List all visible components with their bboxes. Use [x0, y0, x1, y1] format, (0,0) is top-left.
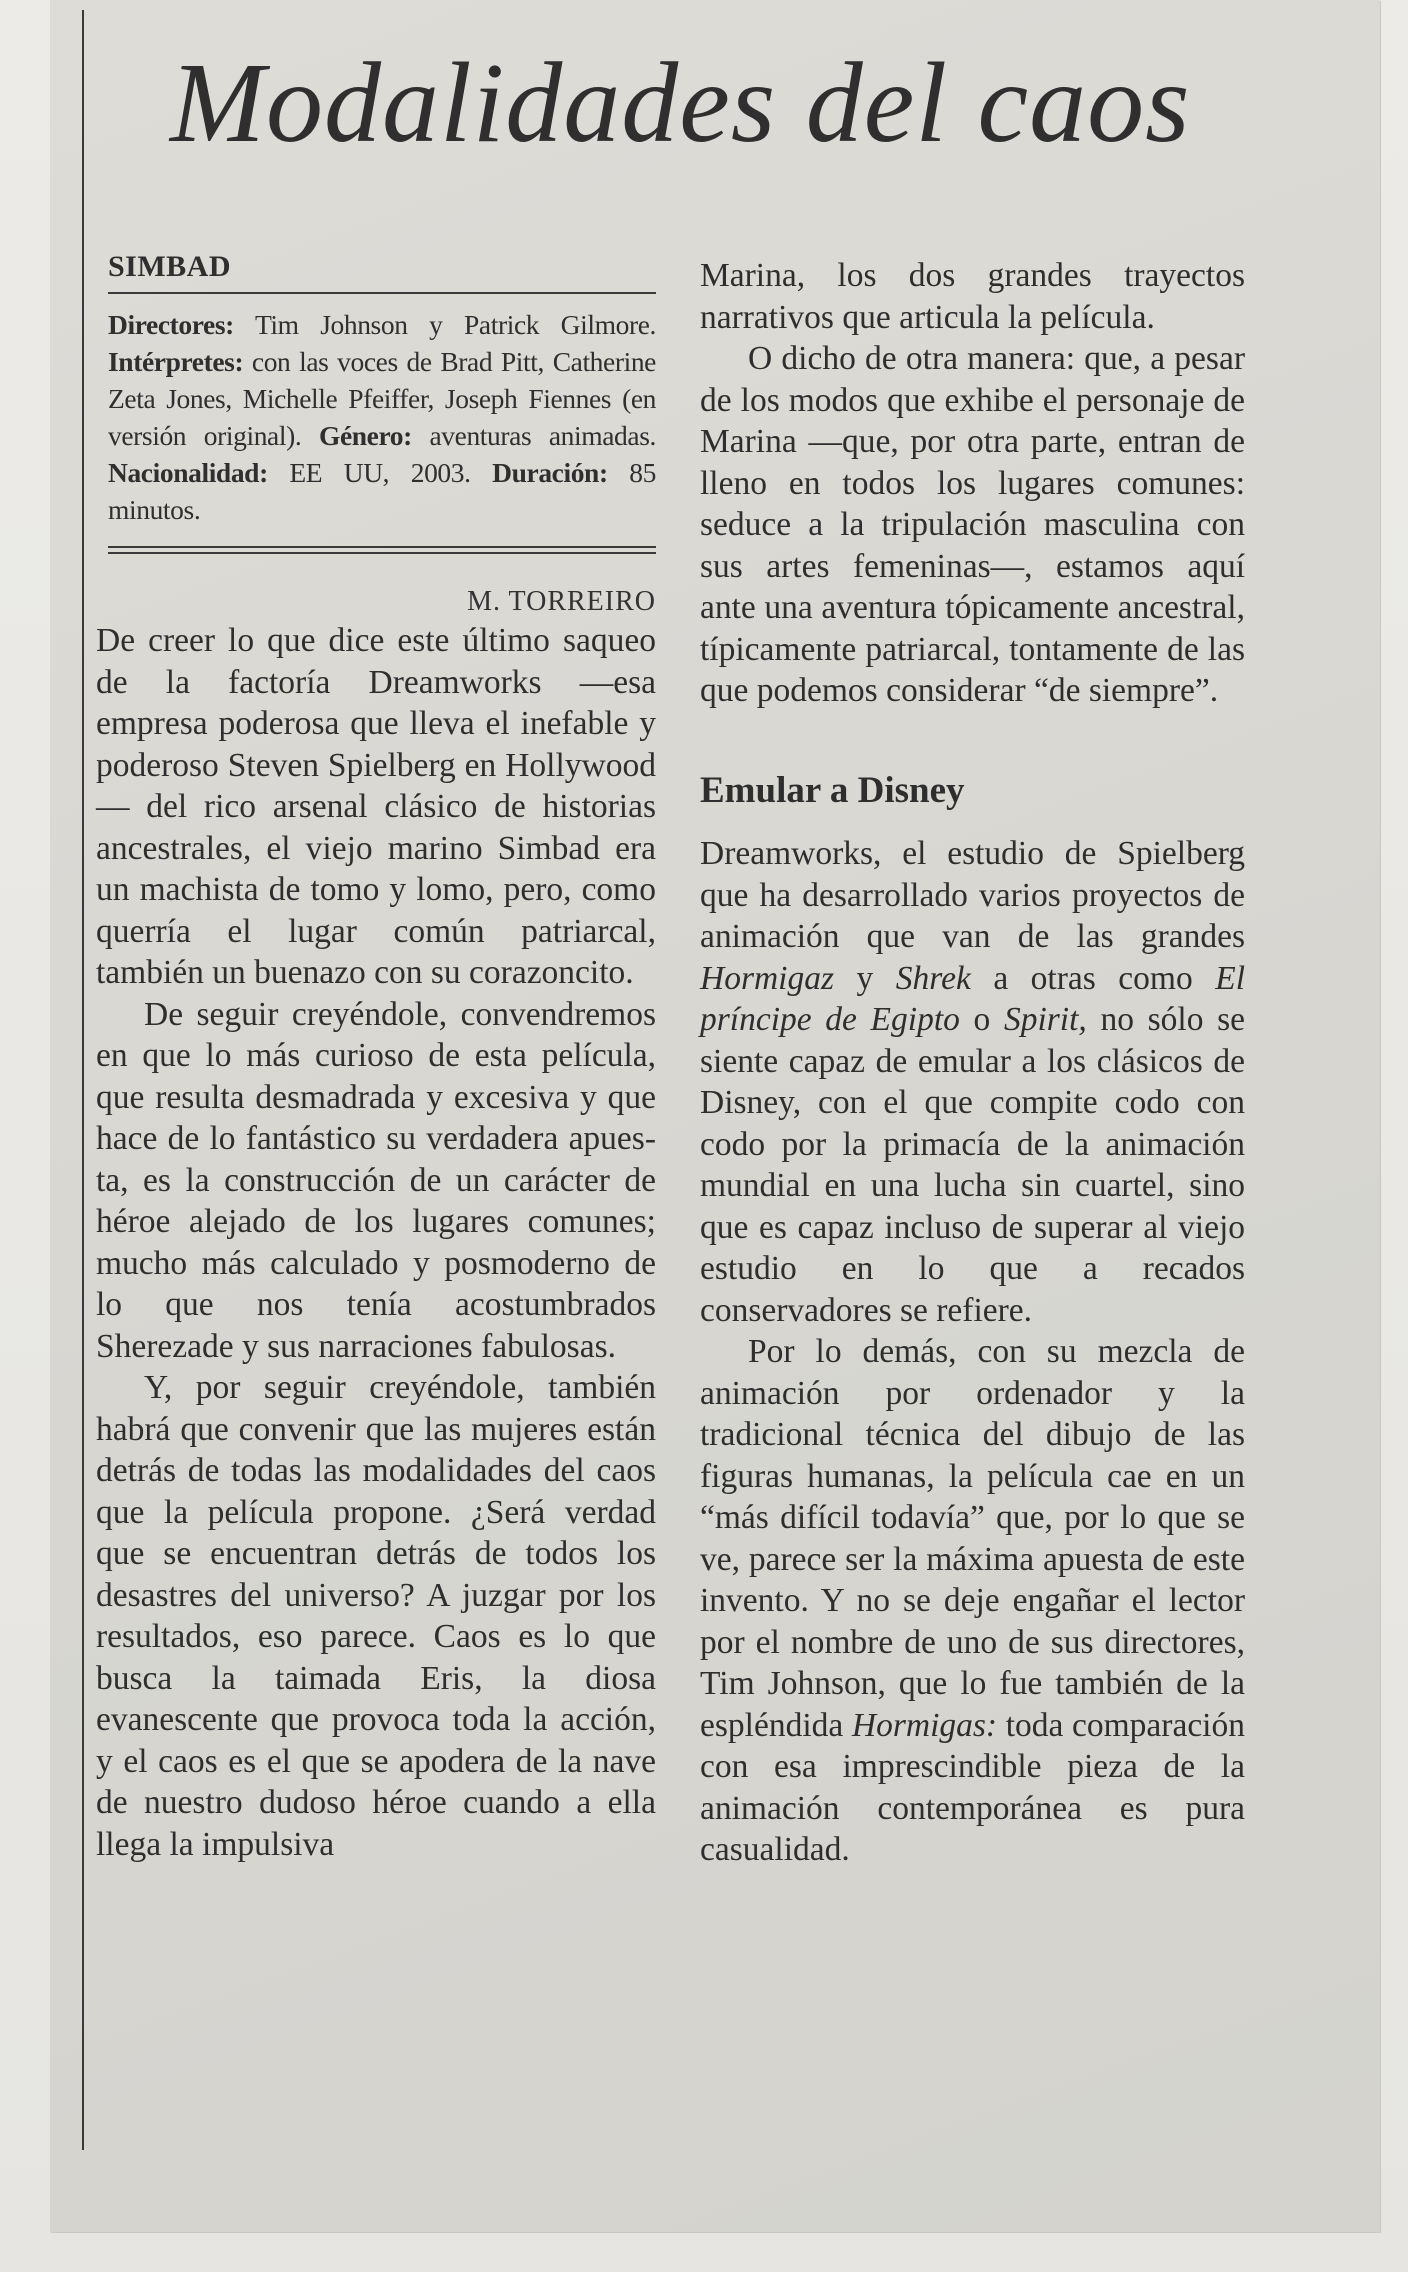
film-title-ref: Hormigaz [700, 959, 835, 997]
film-title-ref: Hormigas: [851, 1706, 998, 1744]
duration-value: 85 minutos. [108, 457, 656, 525]
genre-value: aventuras animadas. [411, 420, 656, 451]
paragraph [700, 833, 1245, 1331]
film-title: SIMBAD [108, 250, 656, 294]
article-headline: Modalidades del caos [170, 39, 1191, 166]
paragraph: O dicho de otra manera: que, a pesar de los modos que exhibe el personaje de Marina —que, por otra parte, entran de lleno en todos los lugares comunes: seduce a la tripulación masculina con sus artes femeninas—, estamos aquí ante una aventura tópicamente ancestral, típicamente patriarcal, tontamente de las que podemos considerar “de siempre”. [700, 340, 1245, 709]
text-run: Dreamworks, el estudio de Spielberg que ha desarrollado varios proyectos de animación que van de las grandes [700, 835, 1245, 955]
divider [108, 552, 656, 554]
paragraph: Marina, los dos grandes trayectos narrativos que articula la película. [700, 257, 1245, 336]
cast-label: Intérpretes: [108, 346, 244, 377]
author-byline: M. TORREIRO [467, 586, 656, 617]
text-run: o [959, 1001, 1004, 1038]
column-rule [82, 10, 84, 2150]
paragraph: De creer lo que dice este último saqueo de la factoría Dreamworks —esa empresa poderosa que lleva el inefable y poderoso Steven Spielberg en Hollywood— del rico arsenal clásico de historias ancestrales, el viejo marino Simbad era un machista de tomo y lomo, pero, como querría el lugar común patriarcal, también un buenazo con su corazoncito. [96, 622, 656, 991]
film-info-box [108, 250, 656, 554]
cast-value: con las voces de Brad Pitt, Catherine Zeta Jones, Michelle Pfeiffer, Joseph Fiennes (en versión original). [108, 346, 656, 451]
directors-label: Directores: [108, 309, 234, 340]
directors-value: Tim Johnson y Patrick Gilmore. [233, 309, 656, 340]
film-credits [108, 306, 656, 528]
duration-label: Duración: [492, 457, 608, 488]
genre-label: Género: [318, 420, 412, 451]
article-column-right [700, 255, 1245, 1871]
film-title-ref: Shrek [895, 959, 971, 997]
paragraph: Y, por seguir creyéndole, también habrá que convenir que las mujeres están detrás de todas las modalidades del caos que la película propone. ¿Será verdad que se encuentran detrás de todos los desastres del universo? A juzgar por los resultados, eso parece. Caos es lo que busca la taimada Eris, la diosa evanescente que provoca toda la acción, y el caos es el que se apodera de la nave de nuestro dudoso héroe cuando a ella llega la impulsiva [96, 1369, 656, 1863]
paragraph: De seguir creyéndole, convendremos en que lo más curioso de esta película, que resulta desmadrada y excesiva y que hace de lo fantástico su verdadera apuesta, es la construcción de un carácter de héroe alejado de los lugares comunes; mucho más calculado y posmoderno de lo que nos tenía acostumbrados Sherezade y sus narraciones fabulosas. [96, 995, 656, 1365]
film-title-ref: El príncipe de Egipto [700, 959, 1246, 1038]
section-subheading: Emular a Disney [700, 769, 965, 811]
paragraph [700, 1331, 1245, 1871]
film-title-ref: Spirit, [1003, 1001, 1087, 1038]
text-run: no sólo se siente capaz de emular a los clásicos de Disney, con el que compite codo con codo por la primacía de la animación mundial en una lucha sin cuartel, sino que es capaz incluso de superar al viejo estudio en lo que a recados conservadores se refiere. [700, 1001, 1246, 1329]
divider [108, 546, 656, 548]
text-run: Por lo demás, con su mezcla de animación por ordenador y la tradicional técnica del dibujo de las figuras humanas, la película cae en un “más difícil todavía” que, por lo que se ve, parece ser la máxima apuesta de este invento. Y no se deje engañar el lector por el nombre de uno de sus directores, Tim Johnson, que lo fue también de la espléndida [700, 1333, 1245, 1744]
nationality-label: Nacionalidad: [108, 457, 268, 488]
article-column-left [96, 620, 656, 1865]
text-run: toda comparación con esa imprescindible pieza de la animación contemporánea es pura casualidad. [700, 1706, 1245, 1868]
nationality-value: EE UU, 2003. [267, 457, 493, 488]
text-run: y [834, 959, 896, 997]
text-run: a otras como [970, 959, 1216, 997]
